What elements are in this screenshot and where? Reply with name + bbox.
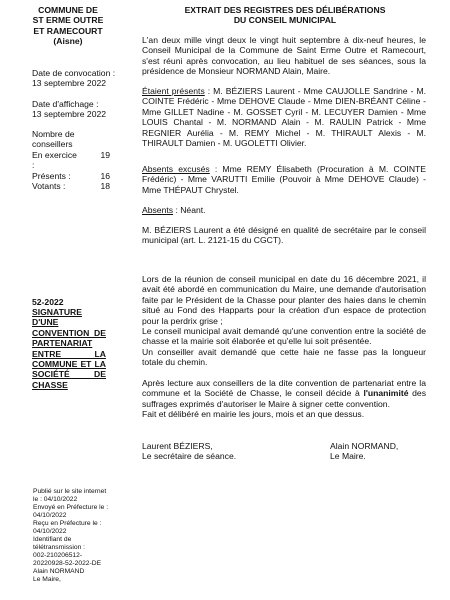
excuses-label: Absents excusés — [142, 164, 210, 174]
footer-line: 04/10/2022 — [33, 512, 67, 519]
convocation-label: Date de convocation : — [32, 68, 116, 78]
commune-header — [30, 5, 106, 47]
closing-line: Fait et délibéré en mairie les jours, mois et an que dessus. — [142, 409, 365, 420]
body-paragraph: Le conseil municipal avait demandé qu'une convention entre la société de chasse et la mairie soit élaborée et qu'elle lui soit présentée. — [142, 326, 426, 347]
count-row — [32, 150, 132, 171]
decision-unanimity: l'unanimité — [363, 388, 409, 399]
signature-mayor — [330, 441, 420, 462]
conseillers-label: Nombre de — [32, 129, 75, 139]
intro-paragraph: L'an deux mille vingt deux le vingt huit septembre à dix-neuf heures, le Conseil Municipal de la Commune de Saint Erme Outre et Ramecourt, s'est réuni après convocation, au lieu habituel de ses séances, sous la présidence de Monsieur NORMAND Alain, Maire. — [142, 35, 426, 77]
excuses-list: : Mme REMY Élisabeth (Procuration à M. COINTE Frédéric) - Mme VARUTTI Emilie (Pouvoir à Mme DEHOVE Claude) - Mme THÉPAUT Chrystel. — [142, 164, 427, 195]
transmission-footer — [33, 488, 133, 584]
header-line: EXTRAIT DES REGISTRES DES DÉLIBÉRATIONS — [184, 5, 386, 15]
deliberation-body — [142, 274, 426, 368]
affichage-date: 13 septembre 2022 — [32, 109, 107, 120]
decision-post: des suffrages exprimés d'autoriser le Maire à signer cette convention. — [142, 388, 426, 409]
body-paragraph: Un conseiller avait demandé que cette haie ne fasse pas la longueur totale du chemin. — [142, 346, 426, 368]
footer-line: 04/10/2022 — [33, 528, 67, 535]
attendance-excuses — [142, 164, 426, 195]
count-row — [32, 181, 132, 191]
signature-role: Le Maire. — [330, 451, 366, 462]
footer-line: Reçu en Préfecture le : — [33, 520, 102, 527]
presents-label: Étaient présents — [142, 86, 205, 96]
secretary-paragraph: M. BÉZIERS Laurent a été désigné en qualité de secrétaire par le conseil municipal (art. L. 2121-15 du CGCT). — [142, 225, 426, 246]
count-label: Votants : — [32, 181, 66, 192]
footer-line: Publié sur le site internet — [33, 488, 107, 495]
decision-pre: Après lecture aux conseillers de la dite convention de partenariat entre la commune et la Société de Chasse, le conseil décide à — [142, 378, 426, 399]
deliberation-number: 52-2022 — [32, 297, 64, 307]
footer-line: Le Maire, — [33, 576, 61, 583]
footer-line: 002-210206512- — [33, 552, 83, 559]
secretary-designation — [142, 225, 426, 246]
footer-line: Identifiant de — [33, 536, 72, 543]
signature-name: Alain NORMAND, — [330, 441, 399, 451]
footer-line: le : 04/10/2022 — [33, 496, 78, 503]
footer-line: télétransmission : — [33, 544, 86, 551]
commune-line: ET RAMECOURT — [33, 25, 103, 36]
count-label: Présents : — [32, 170, 71, 181]
count-value: 16 — [100, 170, 110, 181]
signature-name: Laurent BÉZIERS, — [142, 441, 213, 451]
commune-line: COMMUNE DE — [38, 5, 98, 15]
meeting-intro — [142, 35, 426, 77]
deliberation-title: SIGNATURE D'UNE CONVENTION DE PARTENARIAT ENTRE LA COMMUNE ET LA SOCIÉTÉ DE CHASSE — [32, 307, 106, 390]
presents-list: : M. BÉZIERS Laurent - Mme CAUJOLLE Sandrine - M. COINTE Frédéric - Mme DEHOVE Claude - Mme DIEN-BRÉANT Céline - Mme GILLET Nadine - M. GOSSET Cyril - M. LECUYER Damien - Mme LOUIS Chantal - M. NORMAND Alain - M. RAULIN Patrick - Mme REGNIER Aurélia - M. REMY Michel - M. THIRAULT Alexis - M. THIRAULT Damien - M. UGOLETTI Olivier. — [142, 86, 426, 149]
conseillers-block — [32, 129, 132, 191]
excuses-paragraph — [142, 164, 426, 195]
signature-role: Le secrétaire de séance. — [142, 451, 237, 462]
commune-line: ST ERME OUTRE — [32, 15, 104, 26]
affichage-label: Date d'affichage : — [32, 99, 99, 109]
count-value: 19 — [100, 149, 110, 160]
attendance-absents — [142, 205, 426, 215]
conseillers-label: conseillers — [32, 139, 73, 150]
department: (Aisne) — [53, 36, 83, 47]
footer-line: Envoyé en Préfecture le : — [33, 504, 109, 511]
absents-label: Absents — [142, 205, 174, 215]
count-label: En exercice : — [32, 149, 77, 171]
header-line: DU CONSEIL MUNICIPAL — [233, 15, 337, 26]
decision-block — [142, 378, 426, 420]
signature-secretary — [142, 441, 282, 462]
presents-paragraph — [142, 86, 426, 148]
footer-line: 20220928-52-2022-DE — [33, 560, 102, 567]
count-value: 18 — [100, 181, 110, 192]
affichage-block — [32, 99, 132, 120]
footer-line: Alain NORMAND — [33, 568, 85, 575]
attendance-presents — [142, 86, 426, 148]
count-row — [32, 171, 132, 181]
convocation-block — [32, 68, 132, 89]
body-paragraph: Lors de la réunion de conseil municipal en date du 16 décembre 2021, il avait été abordé en communication du Maire, une demande d'autorisation faite par le Président de la Chasse pour planter des haies dans le chemin situé au Fond des Happarts pour la création d'un espace de protection pour la perdrix grise ; — [142, 274, 426, 326]
document-header — [142, 5, 428, 26]
absents-value: : Néant. — [173, 205, 206, 215]
convocation-date: 13 septembre 2022 — [32, 78, 107, 89]
absents-paragraph — [142, 205, 426, 215]
decision-paragraph — [142, 378, 426, 409]
